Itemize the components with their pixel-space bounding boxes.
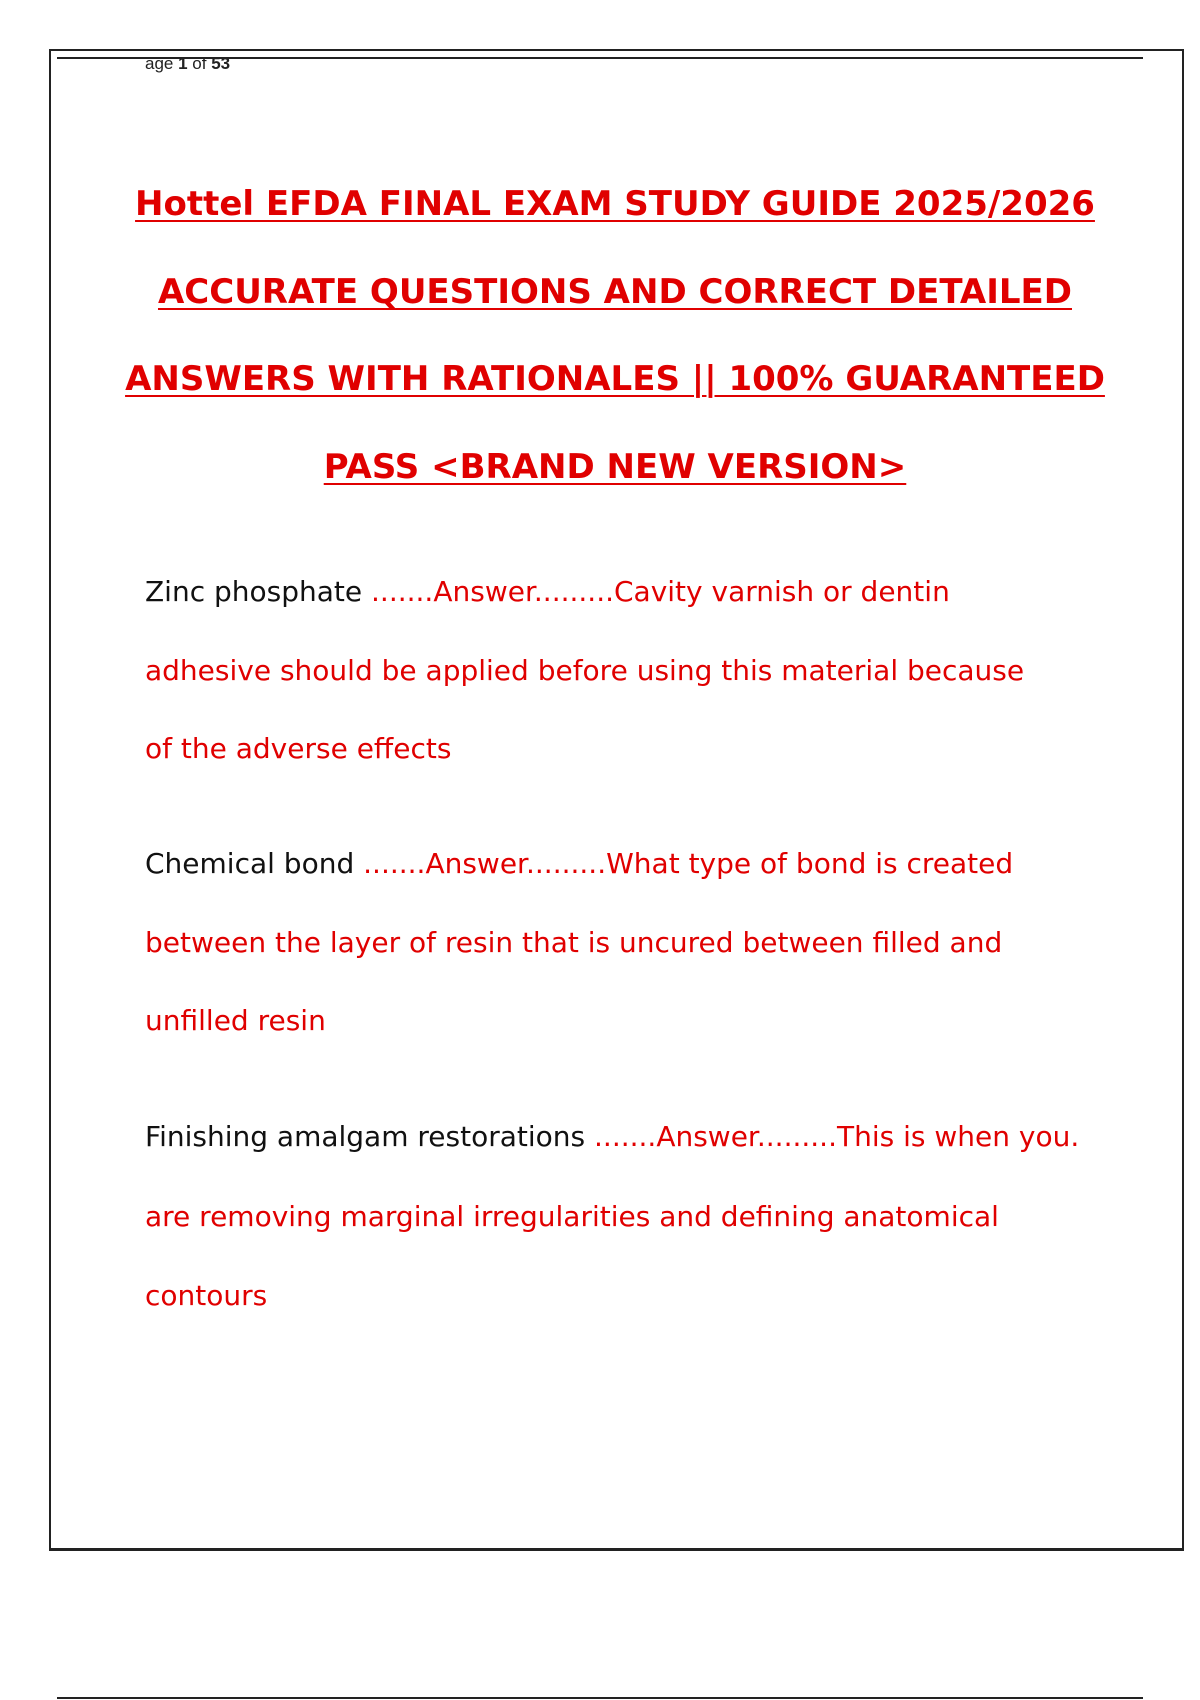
qa-answer: This is when you. bbox=[836, 1120, 1080, 1153]
qa-term: Zinc phosphate bbox=[145, 575, 363, 608]
title-line-2: ACCURATE QUESTIONS AND CORRECT DETAILED bbox=[157, 272, 1072, 312]
qa-item-2-line-2: between the layer of resin that is uncured between filled and bbox=[145, 926, 1003, 959]
answer-marker: .......Answer......... bbox=[594, 1120, 837, 1153]
page-prefix: age bbox=[145, 54, 179, 73]
page-current: 1 bbox=[178, 54, 188, 73]
page-counter bbox=[145, 54, 230, 74]
title-line-3: ANSWERS WITH RATIONALES || 100% GUARANTEED bbox=[125, 359, 1105, 399]
title-line-4: PASS <BRAND NEW VERSION> bbox=[323, 447, 907, 487]
qa-answer: What type of bond is created bbox=[606, 847, 1014, 880]
answer-marker: .......Answer......... bbox=[371, 575, 614, 608]
qa-item-3-line-1 bbox=[145, 1119, 1079, 1155]
qa-item-1-line-2: adhesive should be applied before using this material because bbox=[145, 654, 1025, 687]
qa-term: Finishing amalgam restorations bbox=[145, 1120, 586, 1153]
qa-answer: Cavity varnish or dentin bbox=[614, 575, 950, 608]
answer-marker: .......Answer......... bbox=[363, 847, 607, 880]
qa-item-2-line-3: unfilled resin bbox=[145, 1004, 326, 1037]
qa-item-3-line-2: are removing marginal irregularities and defining anatomical bbox=[145, 1200, 999, 1233]
qa-item-1-line-1 bbox=[145, 574, 950, 610]
bottom-rule bbox=[57, 1697, 1143, 1699]
page-total: 53 bbox=[211, 54, 231, 73]
qa-term: Chemical bond bbox=[145, 847, 355, 880]
page-of: of bbox=[187, 54, 212, 73]
qa-item-3-line-3: contours bbox=[145, 1279, 268, 1312]
qa-item-1-line-3: of the adverse effects bbox=[145, 732, 452, 765]
qa-item-2-line-1 bbox=[145, 846, 1013, 882]
title-line-1: Hottel EFDA FINAL EXAM STUDY GUIDE 2025/2026 bbox=[135, 184, 1095, 224]
